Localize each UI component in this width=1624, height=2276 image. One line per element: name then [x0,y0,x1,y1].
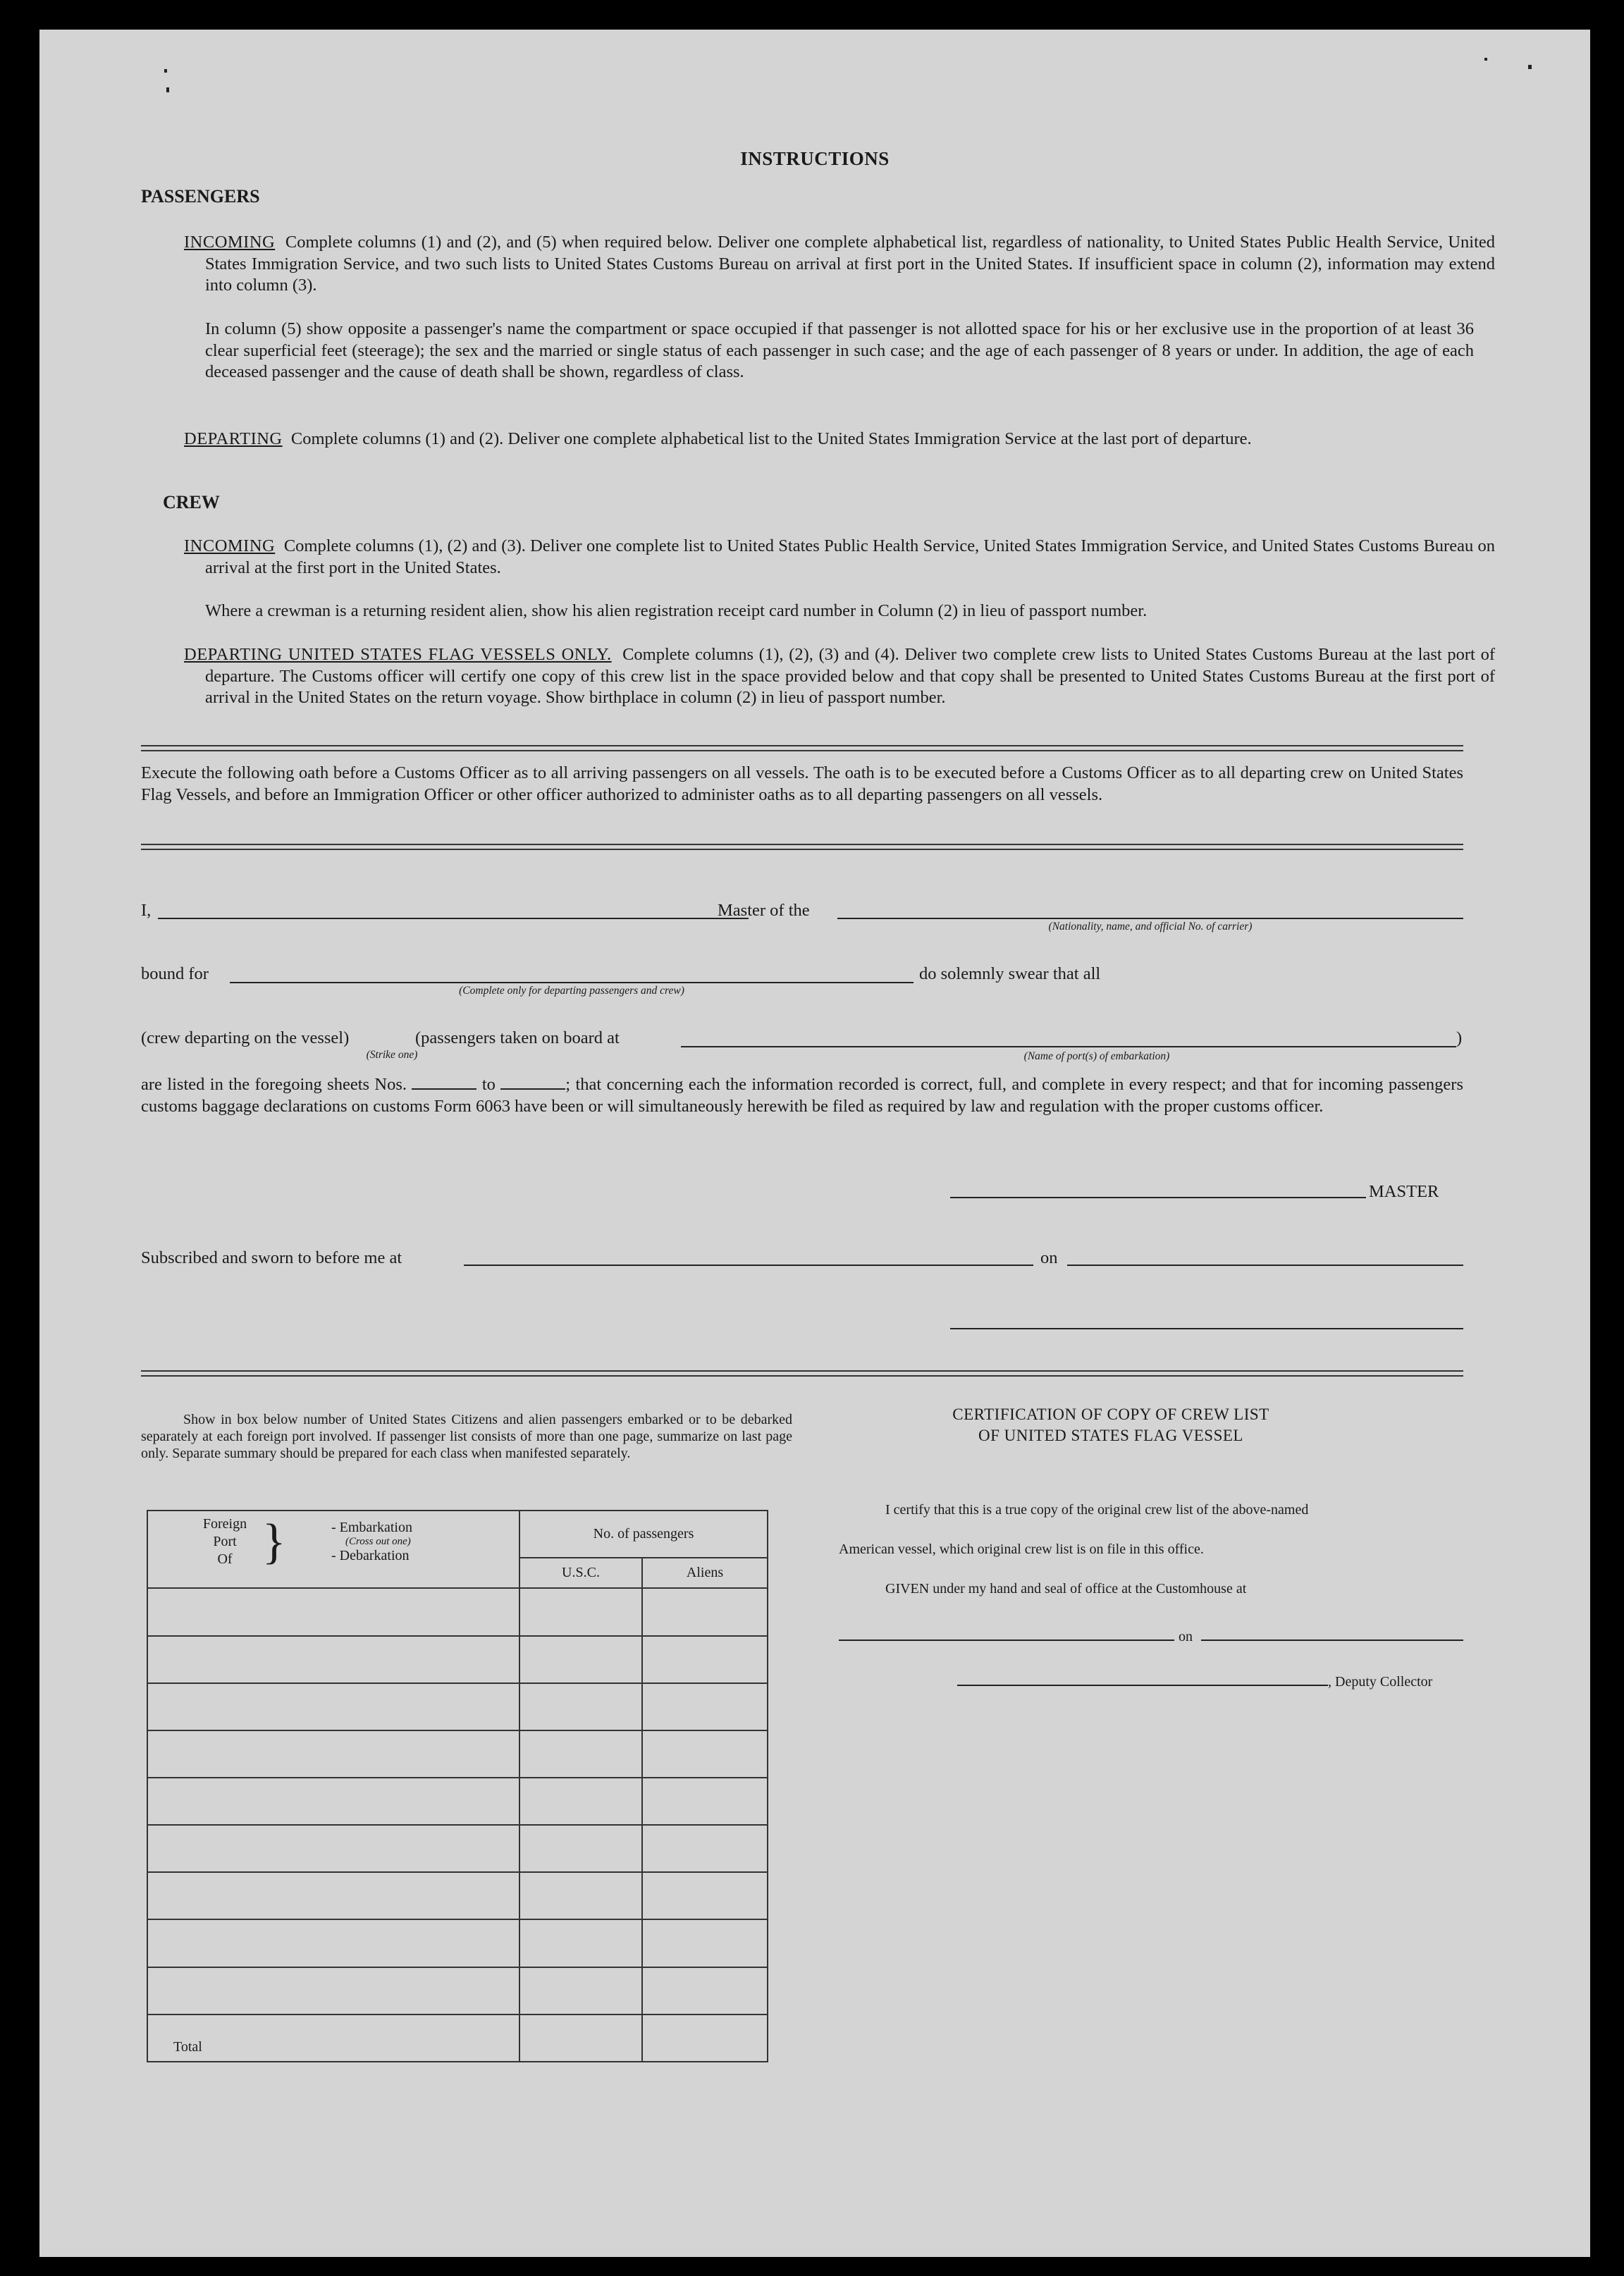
usc-cell[interactable] [519,1636,642,1683]
usc-cell[interactable] [519,1778,642,1825]
usc-cell[interactable] [519,1730,642,1778]
summary-table-wrapper [147,1510,768,2062]
summary-table [147,1510,768,2062]
master-name-field[interactable] [158,918,749,919]
aliens-cell[interactable] [642,1636,768,1683]
usc-cell[interactable] [519,1683,642,1730]
ink-speck [166,87,169,92]
certify-line-1: I certify that this is a true copy of the original crew list of the above-named [885,1502,1309,1518]
passengers-incoming-text: Complete columns (1) and (2), and (5) when required below. Deliver one complete alphabetical list, regardless of nationality, to United States Public Health Service, United States Immigration Service, and two such lists to United States Customs Bureau on arrival at first port in the United States. If insufficient space in column (2), information may extend into column (3). [205,233,1495,295]
section-divider [141,745,1463,751]
given-line: GIVEN under my hand and seal of office at the Customhouse at [885,1581,1247,1597]
crew-departing-label: DEPARTING UNITED STATES FLAG VESSELS ONLY. [184,645,612,664]
section-divider [141,1370,1463,1377]
bound-for-field[interactable] [230,982,914,983]
master-signature-field[interactable] [950,1197,1366,1198]
port-label: Port [213,1534,237,1549]
master-label: MASTER [1369,1182,1439,1201]
usc-cell[interactable] [519,1967,642,2014]
port-cell[interactable] [147,1919,519,1967]
bound-for-label: bound for [141,964,209,983]
crew-departing-option: (crew departing on the vessel) [141,1028,350,1047]
resident-alien-paragraph: Where a crewman is a returning resident alien, show his alien registration receipt card number in Column (2) in lieu of passport number. [205,601,1148,620]
aliens-cell[interactable] [642,1683,768,1730]
port-cell[interactable] [147,1872,519,1919]
customhouse-field[interactable] [839,1640,1174,1641]
section-divider [141,844,1463,850]
port-cell[interactable] [147,1967,519,2014]
listed-text-1: are listed in the foregoing sheets Nos. [141,1075,407,1094]
port-cell[interactable] [147,1683,519,1730]
debarkation-option[interactable]: - Debarkation [331,1548,410,1563]
sworn-on-label: on [1040,1248,1058,1267]
crew-incoming-paragraph [184,536,1495,579]
certification-on-label: on [1179,1629,1193,1644]
embarkation-ports-field[interactable] [681,1046,1456,1047]
port-cell[interactable] [147,1825,519,1872]
aliens-cell[interactable] [642,1872,768,1919]
usc-cell[interactable] [519,1588,642,1635]
certification-title-line2: OF UNITED STATES FLAG VESSEL [978,1427,1243,1444]
passengers-departing-label: DEPARTING [184,429,283,448]
port-cell[interactable] [147,1636,519,1683]
passengers-incoming-label: INCOMING [184,233,276,252]
passengers-departing-paragraph [184,429,1495,450]
sheet-from-field[interactable] [412,1076,476,1090]
bound-for-caption: (Complete only for departing passengers and crew) [459,985,684,997]
port-cell[interactable] [147,1778,519,1825]
foreign-label: Foreign [202,1516,247,1532]
oath-i-label: I, [141,901,152,920]
foreign-port-of [186,1515,264,1568]
subscribed-label: Subscribed and sworn to before me at [141,1248,402,1267]
solemnly-swear-text: do solemnly swear that all [919,964,1101,983]
crew-incoming-label: INCOMING [184,536,276,555]
aliens-cell[interactable] [642,1919,768,1967]
page-title: INSTRUCTIONS [740,148,890,169]
oath-intro: Execute the following oath before a Customs Officer as to all arriving passengers on all vessels. The oath is to be executed before a Customs Officer as to all departing crew on United States Flag Vessels, and before an Immigration Officer or other officer authorized to administer oaths as to all departing passengers on all vessels. [141,763,1463,804]
deputy-signature-field[interactable] [957,1685,1328,1686]
aliens-cell[interactable] [642,1967,768,2014]
embark-debark-options [331,1520,412,1563]
listed-text-2: ; that concerning each the information recorded is correct, full, and complete in every respect; and that for incoming passengers customs baggage declarations on customs Form 6063 have been or will simultaneously herewith be filed as required by law and regulation with the proper customs officer. [141,1075,1463,1116]
sworn-place-field[interactable] [464,1265,1033,1266]
crew-heading: CREW [163,492,220,512]
certification-date-field[interactable] [1201,1640,1463,1641]
strike-one-caption: (Strike one) [366,1049,418,1061]
summary-instructions: Show in box below number of United States Citizens and alien passengers embarked or to be debarked separately at each foreign port involved. If passenger list consists of more than one page, summarize on last page only. Separate summary should be prepared for each class when manifested separately. [141,1412,792,1461]
aliens-total-cell[interactable] [642,2014,768,2062]
officer-signature-field[interactable] [950,1328,1463,1329]
ink-speck [1484,58,1487,61]
port-cell[interactable] [147,1730,519,1778]
aliens-cell[interactable] [642,1730,768,1778]
aliens-cell[interactable] [642,1588,768,1635]
aliens-cell[interactable] [642,1778,768,1825]
sheet-to-field[interactable] [500,1076,565,1090]
port-cell[interactable] [147,1588,519,1635]
passengers-heading: PASSENGERS [141,186,260,207]
certify-line-2: American vessel, which original crew list is on file in this office. [839,1542,1204,1557]
crew-departing-text: Complete columns (1), (2), (3) and (4). Deliver two complete crew lists to United States Customs Bureau at the last port of departure. The Customs officer will certify one copy of this crew list in the space provided below and that copy shall be presented to United States Customs Bureau at the first port of arrival in the United States on the return voyage. Show birthplace in column (2) in lieu of passport number. [205,645,1495,707]
close-paren: ) [1456,1028,1463,1047]
carrier-caption: (Nationality, name, and official No. of carrier) [1048,921,1253,933]
aliens-header: Aliens [642,1558,768,1588]
usc-header: U.S.C. [519,1558,642,1588]
no-passengers-header: No. of passengers [519,1511,768,1558]
of-label: Of [217,1551,233,1567]
listed-to: to [481,1075,496,1094]
ink-speck [164,69,167,73]
passengers-taken-option: (passengers taken on board at [415,1028,620,1047]
carrier-field[interactable] [837,918,1463,919]
aliens-cell[interactable] [642,1825,768,1872]
listed-paragraph [141,1074,1463,1117]
embarkation-option[interactable]: - Embarkation [331,1520,412,1535]
crew-incoming-text: Complete columns (1), (2) and (3). Deliver one complete list to United States Public Health Service, United States Immigration Service, and United States Customs Bureau on arrival at the first port in the United States. [205,536,1495,577]
certification-title-line1: CERTIFICATION OF COPY OF CREW LIST [952,1405,1269,1423]
usc-total-cell[interactable] [519,2014,642,2062]
passengers-incoming-paragraph [184,232,1495,297]
sworn-date-field[interactable] [1067,1265,1463,1266]
usc-cell[interactable] [519,1825,642,1872]
ink-speck [1528,65,1532,69]
deputy-collector-label: , Deputy Collector [1328,1674,1433,1690]
column5-paragraph: In column (5) show opposite a passenger's name the compartment or space occupied if that passenger is not allotted space for his or her exclusive use in the proportion of at least 36 clear superficial feet (steerage); the sex and the married or single status of each passenger in such case; and the age of each passenger of 8 years or under. In addition, the age of each deceased passenger and the cause of death shall be shown, regardless of class. [205,319,1474,381]
document-page [39,30,1590,2257]
certification-title [829,1404,1393,1446]
port-header [147,1511,519,1588]
ports-caption: (Name of port(s) of embarkation) [1023,1050,1170,1062]
passengers-departing-text: Complete columns (1) and (2). Deliver one complete alphabetical list to the United States Immigration Service at the last port of departure. [290,429,1252,448]
crew-departing-paragraph [184,644,1495,709]
usc-cell[interactable] [519,1919,642,1967]
cross-out-caption: (Cross out one) [345,1536,411,1547]
brace-icon: } [262,1515,286,1569]
master-of-label: Master of the [718,901,810,920]
total-label: Total [147,2014,519,2062]
usc-cell[interactable] [519,1872,642,1919]
